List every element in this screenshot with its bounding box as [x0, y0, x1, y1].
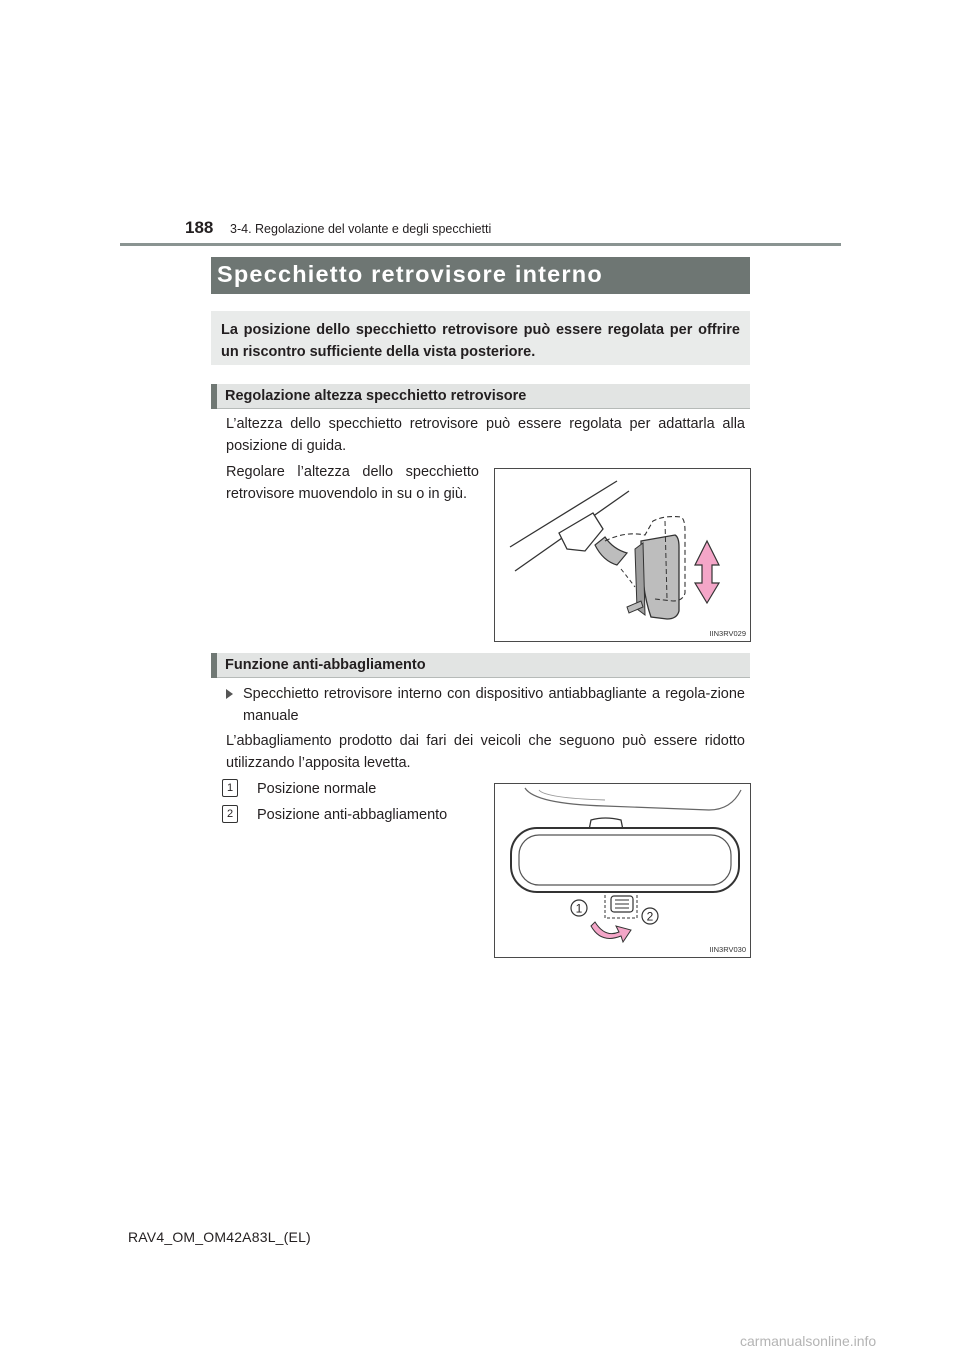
- rotate-arrow-icon: [591, 922, 631, 942]
- figure-callout-2: 2: [646, 909, 654, 924]
- height-paragraph: L’altezza dello specchietto retrovisore può essere regolata per adattarla alla posizione di guida.: [226, 416, 745, 454]
- callout-1: 1: [222, 779, 238, 797]
- section-breadcrumb: 3-4. Regolazione del volante e degli specchietti: [230, 222, 492, 236]
- footer-model-code: RAV4_OM_OM42A83L_(EL): [128, 1229, 311, 1245]
- watermark: carmanualsonline.info: [740, 1333, 877, 1349]
- page-number: 188: [185, 218, 214, 237]
- antiglare-paragraph: L’abbagliamento prodotto dai fari dei veicoli che seguono può essere ridotto utilizzando l’apposita levetta.: [226, 733, 745, 771]
- callout-2: 2: [222, 805, 238, 823]
- height-section-heading-text: Regolazione altezza specchietto retrovisore: [225, 388, 527, 404]
- intro-box: [211, 311, 750, 365]
- antiglare-section-heading: [211, 653, 750, 678]
- heading-marker: [211, 653, 217, 678]
- antiglare-section-heading-text: Funzione anti-abbagliamento: [225, 657, 426, 673]
- page-title: Specchietto retrovisore interno: [217, 261, 603, 287]
- height-section-heading: [211, 384, 750, 409]
- up-down-arrow-icon: [695, 541, 719, 603]
- mirror-height-illustration: [495, 469, 750, 641]
- item-1-label: Posizione normale: [257, 781, 377, 797]
- figure-callout-1: 1: [575, 901, 583, 916]
- figure-code: IIN3RV029: [709, 629, 746, 638]
- height-instruction: Regolare l’altezza dello specchietto retrovisore muovendolo in su o in giù.: [226, 464, 479, 502]
- figure-code: IIN3RV030: [709, 945, 746, 954]
- triangle-bullet-icon: [226, 689, 233, 699]
- mirror-height-figure: [494, 468, 751, 642]
- page-title-bar: [211, 257, 750, 294]
- intro-text: La posizione dello specchietto retrovisore può essere regolata per offrire un riscontro sufficiente della vista posteriore.: [221, 322, 740, 360]
- header-divider: [120, 243, 841, 246]
- antiglare-bullet-text: Specchietto retrovisore interno con dispositivo antiabbagliante a regola-zione manuale: [243, 686, 745, 724]
- item-2-label: Posizione anti-abbagliamento: [257, 807, 448, 823]
- heading-marker: [211, 384, 217, 409]
- antiglare-mirror-illustration: [495, 784, 750, 957]
- antiglare-figure: [494, 783, 751, 958]
